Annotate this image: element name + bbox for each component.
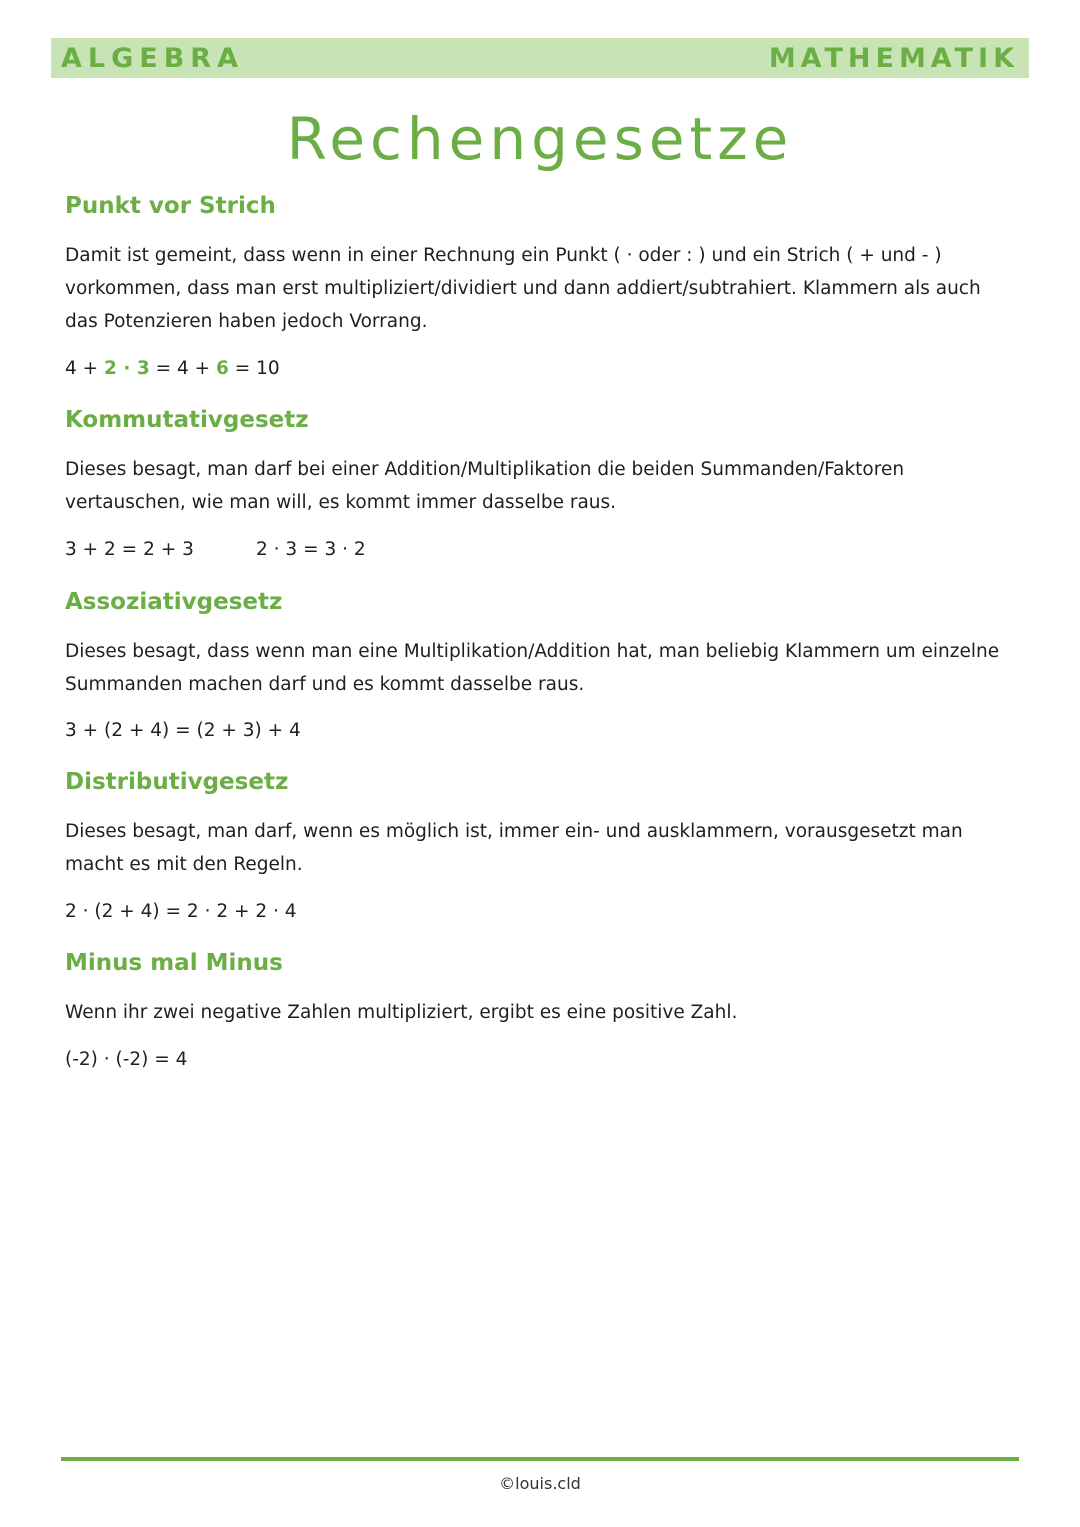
section-heading-distributivgesetz: Distributivgesetz: [65, 769, 289, 795]
section-heading-assoziativgesetz: Assoziativgesetz: [65, 589, 283, 615]
formula-part-highlight: 6: [216, 358, 229, 379]
footer-divider: [61, 1457, 1019, 1461]
formula-part-highlight: 2 · 3: [104, 358, 150, 379]
section-text-distributivgesetz: Dieses besagt, man darf, wenn es möglich ist, immer ein- und ausklammern, vorausgesetzt man macht es mit den Regeln.: [65, 821, 963, 875]
section-text-assoziativgesetz: Dieses besagt, dass wenn man eine Multiplikation/Addition hat, man beliebig Klammern um einzelne Summanden machen darf und es kommt dasselbe raus.: [65, 641, 1000, 695]
formula-part: = 4 +: [149, 358, 216, 379]
formula-assoziativ: 3 + (2 + 4) = (2 + 3) + 4: [65, 720, 301, 741]
header-subject-mathematik: MATHEMATIK: [768, 43, 1019, 74]
page-title: Rechengesetze: [286, 105, 794, 173]
formula-punkt-vor-strich: [65, 356, 280, 382]
formula-part: 4 +: [65, 358, 105, 379]
footer-credit: ©louis.cld: [499, 1474, 581, 1493]
formula-kommutativ-multiplikation: 2 · 3 = 3 · 2: [256, 539, 366, 560]
header-bar: [51, 38, 1029, 78]
section-heading-kommutativgesetz: Kommutativgesetz: [65, 407, 309, 433]
section-heading-minus-mal-minus: Minus mal Minus: [65, 950, 283, 976]
formula-part: = 10: [228, 358, 280, 379]
formula-kommutativ-addition: 3 + 2 = 2 + 3: [65, 539, 194, 560]
header-subject-algebra: ALGEBRA: [61, 43, 244, 74]
section-text-punkt-vor-strich: Damit ist gemeint, dass wenn in einer Rechnung ein Punkt ( · oder : ) und ein Strich ( + und - ) vorkommen, dass man erst multipliziert/dividiert und dann addiert/subtrahiert. Klammern als auch das Potenzieren haben jedoch Vorrang.: [65, 245, 981, 332]
section-text-minus-mal-minus: Wenn ihr zwei negative Zahlen multipliziert, ergibt es eine positive Zahl.: [65, 1002, 738, 1023]
section-text-kommutativgesetz: Dieses besagt, man darf bei einer Addition/Multiplikation die beiden Summanden/Faktoren vertauschen, wie man will, es kommt immer dasselbe raus.: [65, 459, 905, 513]
section-heading-punkt-vor-strich: Punkt vor Strich: [65, 193, 276, 219]
formula-distributiv: 2 · (2 + 4) = 2 · 2 + 2 · 4: [65, 901, 297, 922]
formula-minus-mal-minus: (-2) · (-2) = 4: [65, 1049, 188, 1070]
